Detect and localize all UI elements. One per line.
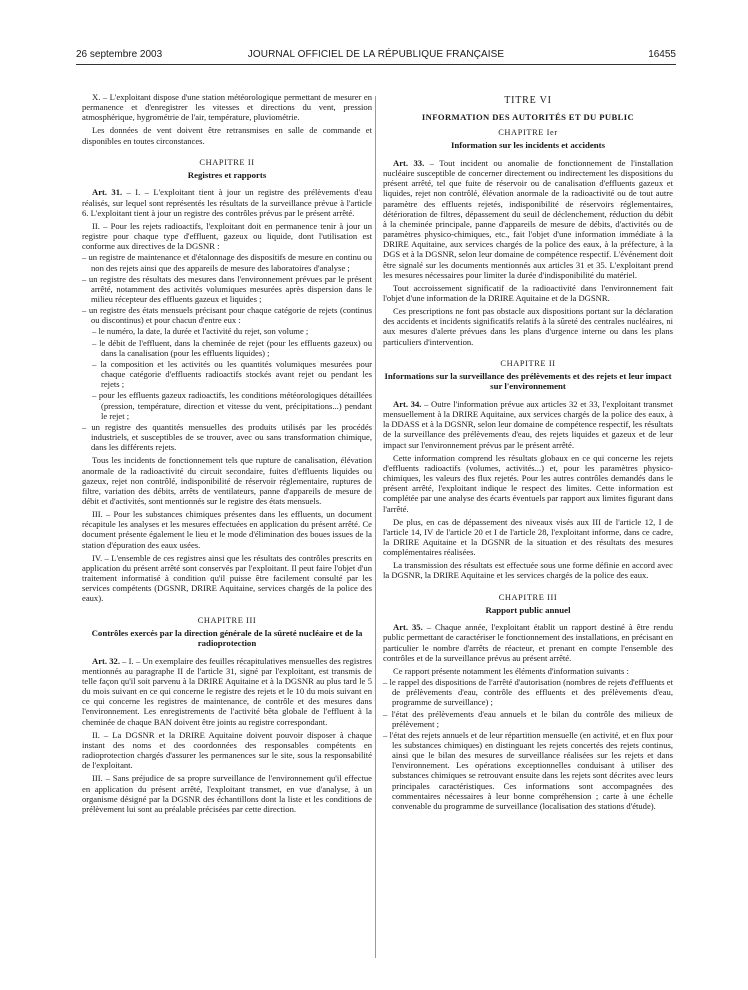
- paragraph-ii: II. – Pour les rejets radioactifs, l'exploitant doit en permanence tenir à jour un registre pour chaque type d'effluent, gazeux ou liquide, dont l'utilisation est conforme aux directives de la DGSNR :: [82, 220, 372, 252]
- article-34: [383, 399, 673, 450]
- issue-date: 26 septembre 2003: [76, 49, 163, 60]
- chapter-heading: CHAPITRE III: [498, 592, 558, 602]
- column-divider: [375, 96, 376, 958]
- page-number: 16455: [648, 49, 676, 60]
- list-item: – un registre des quantités mensuelles des produits utilisés par les procédés industriels, et susceptibles de se trouver, avec ou sans transformation chimique, dans les différents rejets.: [82, 421, 372, 453]
- header-rule: [76, 64, 676, 65]
- chapter-title: Contrôles exercés par la direction générale de la sûreté nucléaire et de la radioprotection: [91, 627, 363, 649]
- list-item: – l'état des prélèvements d'eau annuels et le bilan du contrôle des milieux de prélèvement ;: [383, 708, 673, 729]
- right-column: [383, 96, 673, 814]
- title-subheading: INFORMATION DES AUTORITÉS ET DU PUBLIC: [421, 112, 635, 123]
- sub-list-item: – le numéro, la date, la durée et l'activité du rejet, son volume ;: [92, 326, 309, 337]
- sub-list-item: – la composition et les activités ou les quantités volumiques mesurées pour chaque catégorie d'effluents radioactifs stockés avant rejet ou pendant les rejets ;: [92, 358, 372, 390]
- article-label: Art. 34.: [393, 398, 422, 409]
- article-text: – I. – Un exemplaire des feuilles récapitulatives mensuelles des registres mentionnés au paragraphe II de l'article 31, signé par l'exploitant, est transmis de telle façon qu'il soit parvenu à la DRIRE Aquitaine et à la DGSNR au plus tard le 5 du mois suivant en ce qui concerne le registre des rejets et le 10 du mois suivant en ce qui concerne les registres de maintenance, de contrôle et des mesures dans l'environnement. Les enregistrements de l'activité bêta globale de l'effluent à la cheminée de chaque BAN doivent être joints au registre correspondant.: [82, 655, 372, 727]
- left-column: [82, 92, 372, 817]
- chapter-heading: CHAPITRE II: [199, 157, 255, 167]
- chapter-heading: CHAPITRE II: [500, 358, 556, 368]
- paragraph-vent: Les données de vent doivent être retransmises en salle de commande et disponibles en toutes circonstances.: [82, 125, 372, 146]
- paragraph-35-b: Ce rapport présente notamment les éléments d'information suivants :: [393, 665, 629, 676]
- paragraph-33-b: Tout accroissement significatif de la radioactivité dans l'environnement fait l'objet d'une information de la DRIRE Aquitaine et de la DGSNR.: [383, 282, 673, 303]
- chapter-heading: CHAPITRE III: [197, 615, 257, 625]
- paragraph-incidents: Tous les incidents de fonctionnement tels que rupture de canalisation, élévation anormale de la radioactivité du circuit secondaire, fuites d'effluents liquides ou gazeux, rejet non contrôlé, indisponibilité de réservoir réglementaire, ruptures de filtre, variation des débits, arrêts de ventilateurs, panne d'appareils de mesure de débit et d'activités, sont mentionnés sur le registre des états mensuels.: [82, 455, 372, 506]
- sub-list-item: – le débit de l'effluent, dans la cheminée de rejet (pour les effluents gazeux) ou dans la canalisation (pour les effluents liquides) ;: [92, 337, 372, 358]
- journal-title: JOURNAL OFFICIEL DE LA RÉPUBLIQUE FRANÇAISE: [247, 49, 505, 60]
- registry-list: [82, 252, 372, 452]
- paragraph-iv: IV. – L'ensemble de ces registres ainsi que les résultats des contrôles prescrits en application du présent arrêté sont conservés par l'exploitant. Il peut faire l'objet d'un traitement informatisé à condition qu'il puisse être facilement consulté par les services compétents (DGSNR, DRIRE Aquitaine, services chargés de la police des eaux).: [82, 552, 372, 604]
- list-item: – un registre des états mensuels précisant pour chaque catégorie de rejets (continus ou discontinus) et pour chacun d'entre eux :: [82, 305, 372, 326]
- article-32: [82, 656, 372, 727]
- article-text: – Tout incident ou anomalie de fonctionnement de l'installation nucléaire susceptible de concerner directement ou indirectement les dispositions du présent arrêté, tel que fuite de réservoir ou de canalisation d'effluents gazeux et liquides, rejet non contrôlé, élévation anormale de la radioactivité ou de tout autre paramètre des effluents rejetés, indisponibilité de réservoirs réglementaires, détérioration de filtres, dépassement du seuil de déclenchement, réduction du débit à la cheminée principale, panne d'appareils de mesure de débits, d'activités ou de paramètres physico-chimiques, etc., fait l'objet d'une information immédiate à la DRIRE Aquitaine, aux services chargés de la police des eaux, à la préfecture, à la DGS et à la DGSNR, selon leur domaine de compétence respectif. L'événement doit être signalé sur les documents mentionnés aux articles 31 et 35. L'exploitant prend les mesures nécessaires pour limiter la durée d'indisponibilité du matériel.: [383, 157, 673, 280]
- list-item: – le rappel des dispositions de l'arrêté d'autorisation (nombres de rejets d'effluents et de prélèvements d'eau, contrôle des effluents et des prélèvements d'eau, programme de surveillance) ;: [383, 677, 673, 708]
- title-heading: TITRE VI: [504, 95, 552, 106]
- paragraph-32-iii: III. – Sans préjudice de sa propre surveillance de l'environnement qu'il effectue en application du présent arrêté, l'exploitant transmet, en vue d'analyse, à un organisme désigné par la DGSNR des échantillons dont la liste et les conditions de prélèvement lui sont au préalable précisées par cette direction.: [82, 773, 372, 814]
- article-35: [383, 622, 673, 663]
- page-header: [76, 49, 676, 65]
- article-31: [82, 187, 372, 217]
- paragraph-34-d: La transmission des résultats est effectuée sous une forme définie en accord avec la DGSNR, la DRIRE Aquitaine et les services chargés de la police des eaux.: [383, 560, 673, 581]
- paragraph-34-b: Cette information comprend les résultats globaux en ce qui concerne les rejets d'effluents radioactifs (volumes, activités...) et, pour les paramètres physico-chimiques, les valeurs des flux rejetés. Pour les autres contrôles demandés dans le présent arrêté, l'exploitant indique le respect des limites. Cette information est complétée par une analyse des écarts éventuels par rapport aux limites figurant dans l'arrêté.: [383, 452, 673, 514]
- paragraph-34-c: De plus, en cas de dépassement des niveaux visés aux III de l'article 12, I de l'article 14, IV de l'article 20 et I de l'article 28, l'exploitant informe, dans ce cadre, la DRIRE Aquitaine et la DGSNR de la situation et des résultats des mesures complémentaires réalisées.: [383, 516, 673, 558]
- article-text: – Chaque année, l'exploitant établit un rapport destiné à être rendu public permettant de caractériser le fonctionnement des installations, en précisant en particulier le nombre d'arrêts de réacteur, et prenant en compte l'ensemble des contrôles et de la surveillance prévus au présent arrêté.: [383, 622, 674, 663]
- chapter-title: Registres et rapports: [187, 169, 267, 180]
- article-label: Art. 35.: [393, 622, 423, 633]
- paragraph-x: X. – L'exploitant dispose d'une station météorologique permettant de mesurer en permanence et d'enregistrer les vitesses et directions du vent, pression atmosphérique, hygrométrie de l'air, température, pluviométrie.: [82, 92, 372, 123]
- chapter-title: Informations sur la surveillance des prélèvements et des rejets et leur impact sur l'environnement: [384, 370, 672, 392]
- chapter-title: Information sur les incidents et accidents: [450, 140, 606, 151]
- article-text: – I. – L'exploitant tient à jour un registre des prélèvements d'eau réalisés, sur lequel sont représentés les résultats de la surveillance prévue à l'article 6. L'exploitant tient à jour un registre des contrôles prévus par le présent arrêté.: [82, 187, 372, 218]
- sub-list-item: – pour les effluents gazeux radioactifs, les conditions météorologiques détaillées (pression, température, direction et vitesse du vent, précipitations...) pendant le rejet ;: [92, 390, 372, 421]
- article-label: Art. 31.: [92, 187, 123, 198]
- paragraph-iii: III. – Pour les substances chimiques présentes dans les effluents, un document récapitule les analyses et les mesures effectuées en application du présent arrêté. Ce document présente également le lieu et le mode d'élimination des boues issues de la station d'épuration des eaux usées.: [82, 509, 372, 550]
- chapter-title: Rapport public annuel: [485, 604, 571, 615]
- article-33: [383, 158, 673, 280]
- list-item: – un registre des résultats des mesures dans l'environnement prévues par le présent arrêté, notamment des activités volumiques mesurées après dispersion dans le milieu récepteur des effluents gazeux et liquides ;: [82, 273, 372, 304]
- paragraph-33-c: Ces prescriptions ne font pas obstacle aux dispositions portant sur la déclaration des accidents et incidents significatifs relatifs à la sûreté des centrales nucléaires, ni aux mesures d'alerte prévues dans les plans d'urgence interne ou dans les plans particuliers d'intervention.: [383, 306, 673, 347]
- chapter-heading: CHAPITRE Ier: [498, 128, 558, 138]
- article-label: Art. 32.: [92, 655, 120, 666]
- list-item: – l'état des rejets annuels et de leur répartition mensuelle (en activité, et en flux pour les substances chimiques) en distinguant les rejets concertés des rejets continus, ainsi que le bilan des mesures de surveillance réalisées sur les rejets et dans l'environnement. Les opérations exceptionnelles conduisant à utiliser des substances chimiques se retrouvant ensuite dans les rejets sont décrites avec leurs principales caractéristiques. Ces informations sont accompagnées des commentaires nécessaires à leur bonne compréhension ; carte à une échelle convenable du programme de surveillance (localisation des stations d'étude).: [383, 729, 673, 811]
- article-text: – Outre l'information prévue aux articles 32 et 33, l'exploitant transmet mensuellement à la DRIRE Aquitaine, aux services chargés de la police des eaux, à la DDASS et à la DGSNR, selon leur domaine de compétence respectif, les résultats de la surveillance des prélèvements d'eau, des rejets liquides et gazeux et de leur impact sur l'environnement prévus par le présent arrêté.: [383, 398, 674, 450]
- article-label: Art. 33.: [393, 157, 425, 168]
- report-items-list: [383, 677, 673, 811]
- list-item: – un registre de maintenance et d'étalonnage des dispositifs de mesure en continu ou non des rejets ainsi que des appareils de mesure des laboratoires d'analyse ;: [82, 252, 372, 273]
- paragraph-32-ii: II. – La DGSNR et la DRIRE Aquitaine doivent pouvoir disposer à chaque instant des noms et des coordonnées des responsables compétents en radioprotection chargés d'assurer les permanences sur le site, sous la responsabilité de l'exploitant.: [82, 729, 372, 771]
